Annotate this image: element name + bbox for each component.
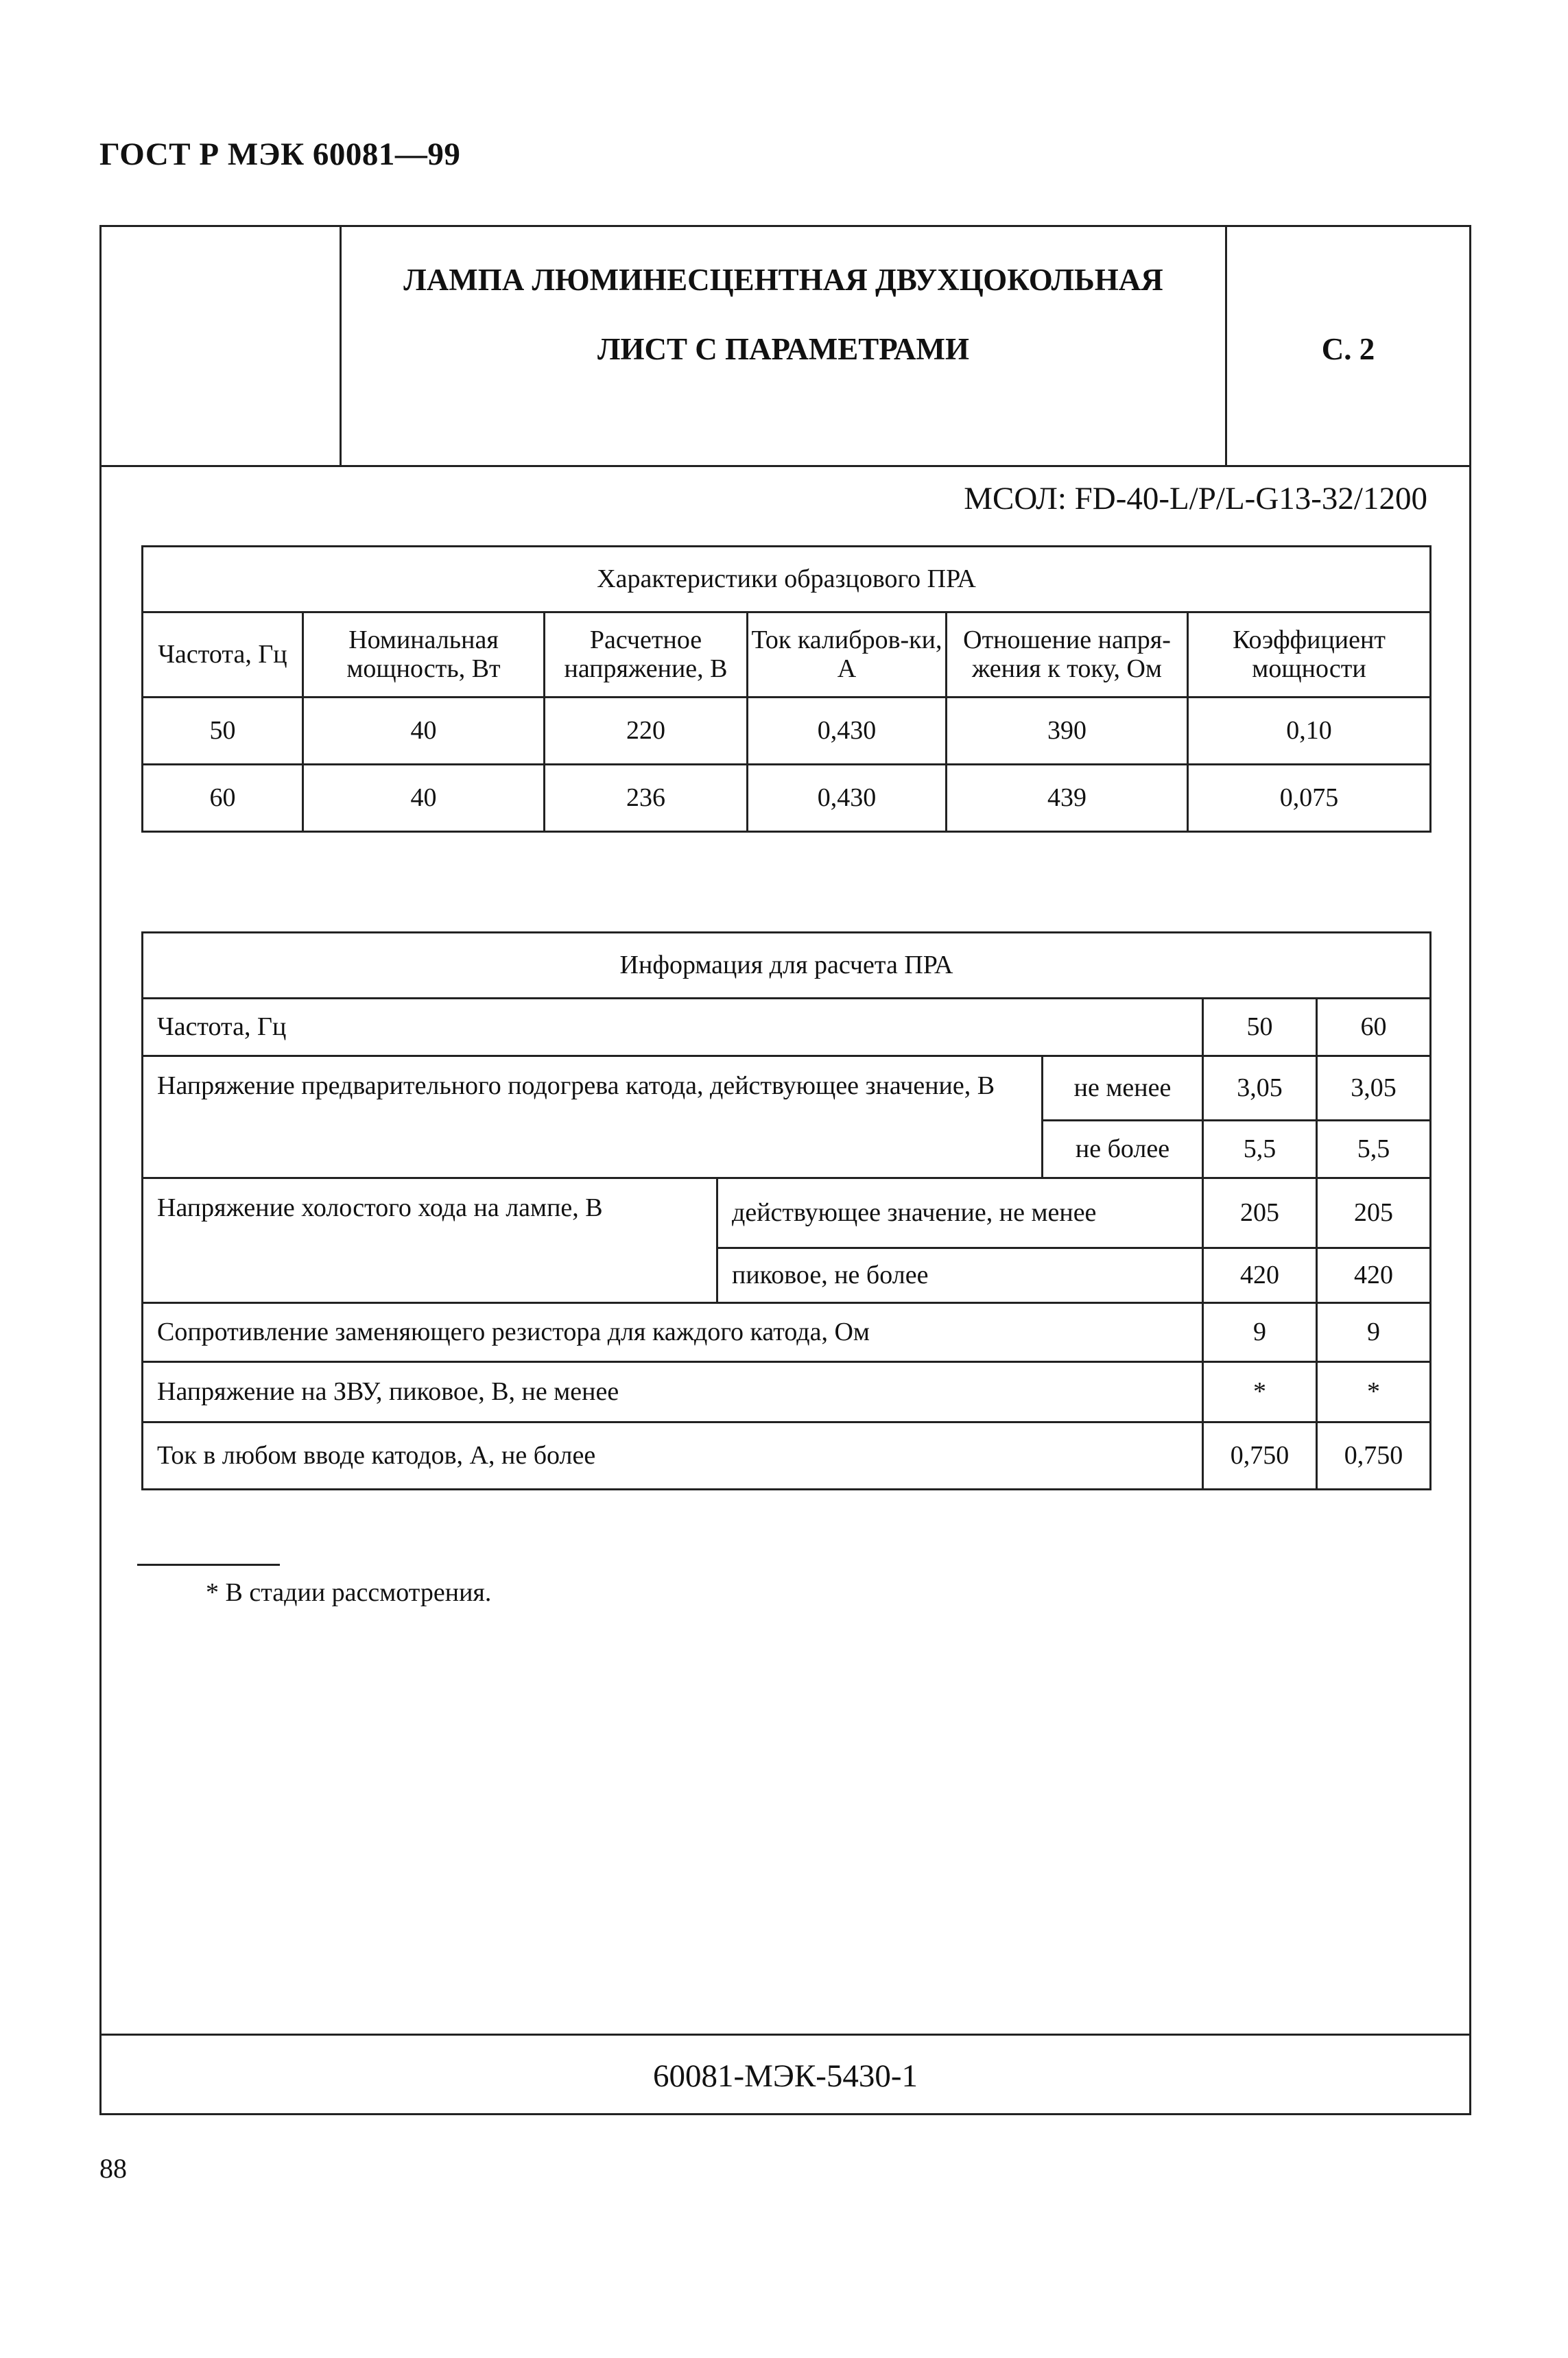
- cell-value: 3,05: [1203, 1056, 1317, 1121]
- condition-peak: пиковое, не более: [717, 1248, 1203, 1303]
- cell-power-factor: 0,075: [1188, 765, 1431, 832]
- row-label-preheat: Напряжение предварительного подогрева катода, действующее значение, В: [143, 1056, 1043, 1178]
- cell-value: 5,5: [1203, 1121, 1317, 1178]
- row-label-ignitor: Напряжение на ЗВУ, пиковое, В, не менее: [143, 1362, 1203, 1422]
- header-divider: [99, 465, 1471, 467]
- footnote: * В стадии рассмотрения.: [206, 1578, 492, 1607]
- cell-value: 50: [1203, 999, 1317, 1056]
- table-row: [143, 999, 1431, 1056]
- table-row: [143, 1178, 1431, 1248]
- row-label-cathode-current: Ток в любом вводе катодов, А, не более: [143, 1422, 1203, 1490]
- condition-min: не менее: [1043, 1056, 1203, 1121]
- cell-power: 40: [303, 765, 545, 832]
- ballast-design-table: [141, 931, 1432, 1490]
- cell-frequency: 50: [143, 698, 303, 765]
- row-label-resistor: Сопротивление заменяющего резистора для каждого катода, Ом: [143, 1303, 1203, 1362]
- table-row: [143, 1362, 1431, 1422]
- table-row: [143, 1303, 1431, 1362]
- cell-value: 0,750: [1203, 1422, 1317, 1490]
- cell-power-factor: 0,10: [1188, 698, 1431, 765]
- footer-divider: [99, 2034, 1471, 2036]
- table-title: Информация для расчета ПРА: [143, 933, 1431, 999]
- cell-value: 9: [1203, 1303, 1317, 1362]
- cell-impedance: 439: [947, 765, 1188, 832]
- cell-value: *: [1203, 1362, 1317, 1422]
- cell-value: 3,05: [1317, 1056, 1431, 1121]
- table-row: [143, 1056, 1431, 1121]
- cell-value: *: [1317, 1362, 1431, 1422]
- cell-value: 9: [1317, 1303, 1431, 1362]
- cell-voltage: 236: [545, 765, 748, 832]
- sheet-code: 60081-МЭК-5430-1: [652, 2058, 918, 2094]
- cell-impedance: 390: [947, 698, 1188, 765]
- cell-value: 60: [1317, 999, 1431, 1056]
- column-header: Расчетное напряжение, В: [545, 612, 748, 698]
- table-row: [143, 765, 1431, 832]
- cell-voltage: 220: [545, 698, 748, 765]
- condition-max: не более: [1043, 1121, 1203, 1178]
- sheet-title: ЛАМПА ЛЮМИНЕСЦЕНТНАЯ ДВУХЦОКОЛЬНАЯ: [403, 263, 1163, 297]
- footnote-rule: [137, 1564, 280, 1566]
- column-header: Номинальная мощность, Вт: [303, 612, 545, 698]
- lamp-designation: МСОЛ: FD-40-L/P/L-G13-32/1200: [964, 481, 1427, 516]
- cell-current: 0,430: [748, 765, 947, 832]
- cell-frequency: 60: [143, 765, 303, 832]
- column-header: Отношение напря-жения к току, Ом: [947, 612, 1188, 698]
- cell-value: 0,750: [1317, 1422, 1431, 1490]
- column-header: Ток калибров-ки, А: [748, 612, 947, 698]
- cell-value: 205: [1317, 1178, 1431, 1248]
- cell-value: 205: [1203, 1178, 1317, 1248]
- cell-current: 0,430: [748, 698, 947, 765]
- table-row: [143, 698, 1431, 765]
- page-number: 88: [99, 2153, 127, 2184]
- row-label-open-circuit-voltage: Напряжение холостого хода на лампе, В: [143, 1178, 717, 1303]
- cell-value: 5,5: [1317, 1121, 1431, 1178]
- column-header: Частота, Гц: [143, 612, 303, 698]
- standard-designation: ГОСТ Р МЭК 60081—99: [99, 136, 461, 172]
- reference-ballast-table: [141, 545, 1432, 833]
- cell-value: 420: [1317, 1248, 1431, 1303]
- sheet-subtitle: ЛИСТ С ПАРАМЕТРАМИ: [597, 332, 969, 366]
- table-row: [143, 1422, 1431, 1490]
- cell-value: 420: [1203, 1248, 1317, 1303]
- row-label-frequency: Частота, Гц: [143, 999, 1203, 1056]
- cell-power: 40: [303, 698, 545, 765]
- condition-rms: действующее значение, не менее: [717, 1178, 1203, 1248]
- sheet-page-label: С. 2: [1321, 332, 1375, 366]
- column-header: Коэффициент мощности: [1188, 612, 1431, 698]
- table-title: Характеристики образцового ПРА: [143, 547, 1431, 612]
